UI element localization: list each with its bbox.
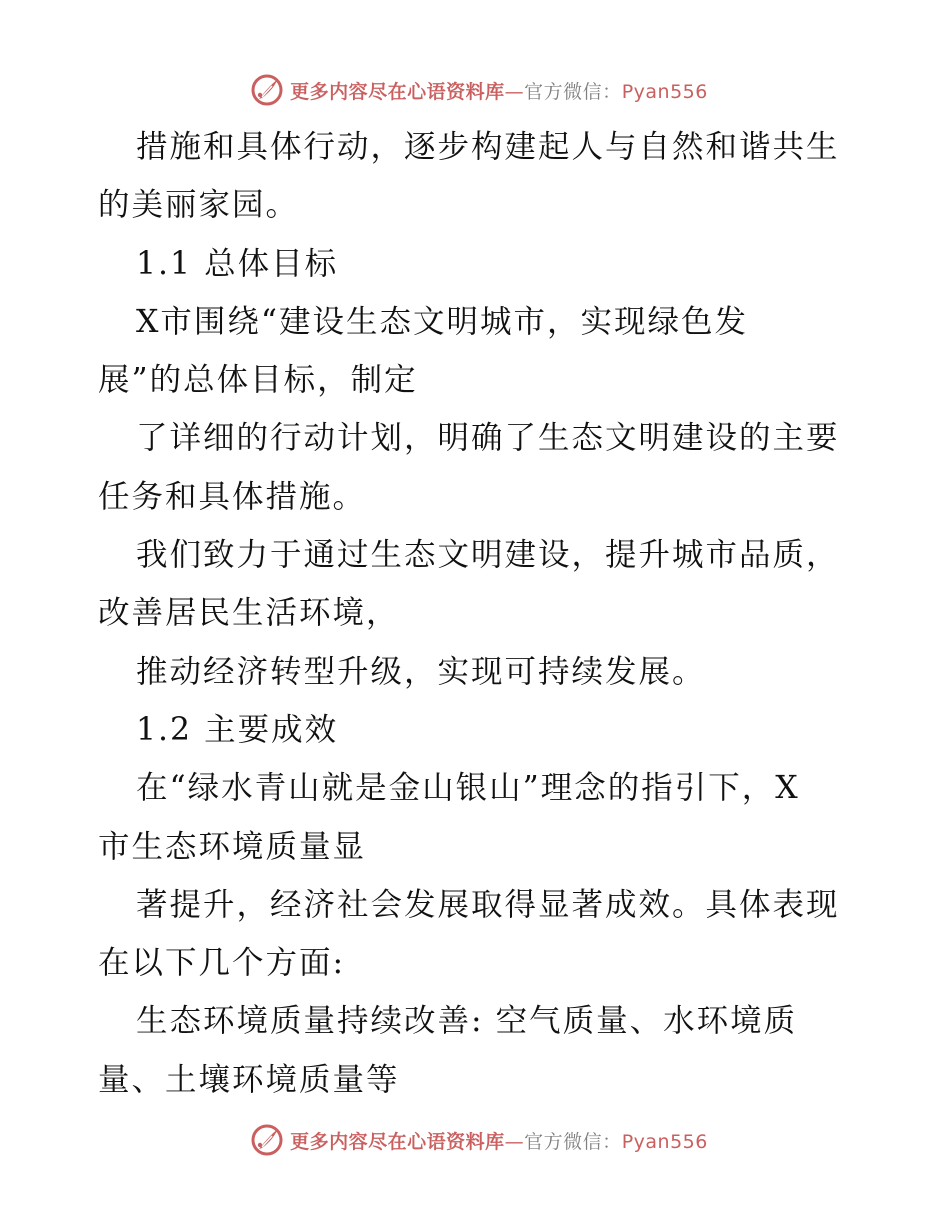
text-line: 展”的总体目标，制定 bbox=[98, 362, 418, 399]
header-watermark bbox=[0, 70, 950, 110]
text-line: 在以下几个方面: bbox=[98, 945, 346, 982]
feather-quill-logo-icon bbox=[250, 1123, 284, 1157]
watermark-content bbox=[250, 1123, 708, 1157]
text-line: 了详细的行动计划，明确了生态文明建设的主要 bbox=[136, 420, 840, 457]
feather-quill-logo-icon bbox=[250, 73, 284, 107]
text-line: 任务和具体措施。 bbox=[98, 478, 367, 515]
text-line: 的美丽家园。 bbox=[98, 187, 300, 224]
text-line: 措施和具体行动，逐步构建起人与自然和谐共生 bbox=[136, 129, 840, 165]
text-line: 改善居民生活环境， bbox=[98, 595, 400, 632]
footer-watermark bbox=[0, 1120, 950, 1160]
section-heading: 1.2 主要成效 bbox=[136, 711, 339, 748]
text-line: 推动经济转型升级，实现可持续发展。 bbox=[136, 653, 706, 690]
text-line: 生态环境质量持续改善: 空气质量、水环境质 bbox=[136, 1003, 798, 1040]
document-body bbox=[98, 118, 888, 1109]
watermark-text: 更多内容尽在心语资料库—官方微信：Pyan556 bbox=[290, 80, 708, 103]
text-line: 量、土壤环境质量等 bbox=[98, 1061, 400, 1098]
watermark-content bbox=[250, 73, 708, 107]
text-line: 我们致力于通过生态文明建设，提升城市品质， bbox=[136, 537, 840, 574]
text-line: X市围绕“建设生态文明城市，实现绿色发 bbox=[136, 303, 749, 340]
section-heading: 1.1 总体目标 bbox=[136, 245, 339, 282]
text-line: 著提升，经济社会发展取得显著成效。具体表现 bbox=[136, 886, 840, 923]
text-line: 市生态环境质量显 bbox=[98, 828, 367, 865]
text-line: 在“绿水青山就是金山银山”理念的指引下，X bbox=[136, 770, 800, 807]
watermark-text: 更多内容尽在心语资料库—官方微信：Pyan556 bbox=[290, 1130, 708, 1153]
